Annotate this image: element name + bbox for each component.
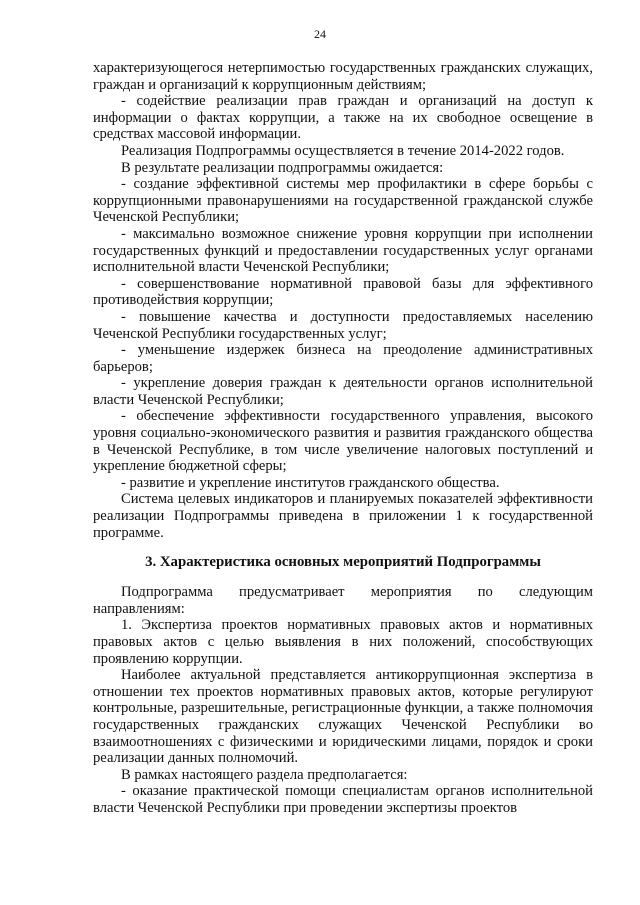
paragraph: - уменьшение издержек бизнеса на преодоление административных барьеров;: [93, 342, 593, 375]
paragraphs-after: [93, 584, 593, 816]
paragraph: 1. Экспертиза проектов нормативных правовых актов и нормативных правовых актов с целью выявления в них положений, способствующих проявлению коррупции.: [93, 617, 593, 667]
paragraph: - создание эффективной системы мер профилактики в сфере борьбы с коррупционными правонарушениями на государственной гражданской службе Чеченской Республики;: [93, 176, 593, 226]
paragraph: характеризующегося нетерпимостью государственных гражданских служащих, граждан и организаций к коррупционным действиям;: [93, 60, 593, 93]
paragraph: - совершенствование нормативной правовой базы для эффективного противодействия коррупции;: [93, 275, 593, 309]
paragraph: - максимально возможное снижение уровня коррупции при исполнении государственных функций и предоставлении государственных услуг органами исполнительной власти Чеченской Республики;: [93, 225, 593, 276]
paragraph: - развитие и укрепление институтов гражданского общества.: [121, 474, 500, 491]
paragraph: Подпрограмма предусматривает мероприятия по следующим направлениям:: [93, 584, 593, 617]
paragraphs-before: [93, 60, 593, 541]
paragraph: - укрепление доверия граждан к деятельности органов исполнительной власти Чеченской Республики;: [93, 375, 593, 408]
paragraph: Наиболее актуальной представляется антикоррупционная экспертиза в отношении тех проектов нормативных правовых актов, которые регулируют контрольные, разрешительные, регистрационные функции, а также полномочия государственных гражданских служащих Чеченской Республики во взаимоотношениях с физическими и юридическими лицами, порядок и сроки реализации данных полномочий.: [93, 667, 593, 767]
paragraph: - повышение качества и доступности предоставляемых населению Чеченской Республики государственных услуг;: [93, 308, 593, 342]
paragraph: В результате реализации подпрограммы ожидается:: [121, 159, 444, 176]
paragraph: Система целевых индикаторов и планируемых показателей эффективности реализации Подпрограммы приведена в приложении 1 к государственной программе.: [93, 491, 593, 541]
body-text: [93, 60, 593, 817]
paragraph: Реализация Подпрограммы осуществляется в течение 2014-2022 годов.: [121, 142, 565, 159]
paragraph: - оказание практической помощи специалистам органов исполнительной власти Чеченской Республики при проведении экспертизы проектов: [93, 783, 593, 816]
paragraph: В рамках настоящего раздела предполагается:: [121, 766, 408, 783]
paragraph: - содействие реализации прав граждан и организаций на доступ к информации о фактах коррупции, а также на их свободное освещение в средствах массовой информации.: [93, 93, 593, 143]
page-number: 24: [314, 27, 326, 41]
section-heading: 3. Характеристика основных мероприятий Подпрограммы: [145, 554, 541, 571]
paragraph: - обеспечение эффективности государственного управления, высокого уровня социально-экономического развития и развития гражданского общества в Чеченской Республике, в том числе увеличение налоговых поступлений и укрепление бюджетной сферы;: [93, 408, 593, 475]
